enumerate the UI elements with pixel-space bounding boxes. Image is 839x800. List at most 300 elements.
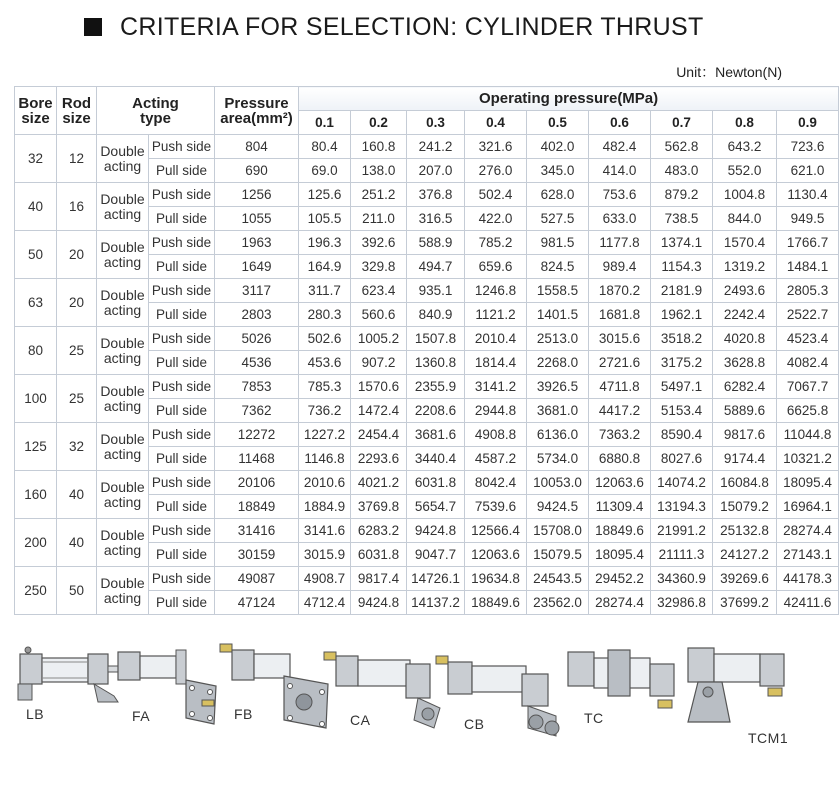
push-area-cell: 7853 (215, 375, 299, 399)
push-thrust-cell: 2513.0 (527, 327, 589, 351)
push-area-cell: 3117 (215, 279, 299, 303)
push-thrust-cell: 785.2 (465, 231, 527, 255)
push-side-label: Push side (149, 471, 215, 495)
push-thrust-cell: 1570.4 (713, 231, 777, 255)
pressure-header-0.5: 0.5 (527, 111, 589, 135)
pull-thrust-cell: 4417.2 (589, 399, 651, 423)
acting-type-cell (97, 327, 149, 375)
acting-type-header (97, 87, 215, 135)
pull-thrust-cell: 4712.4 (299, 591, 351, 615)
bore-size-cell: 125 (15, 423, 57, 471)
push-thrust-cell: 4908.7 (299, 567, 351, 591)
operating-pressure-header: Operating pressure(MPa) (299, 87, 839, 111)
pull-thrust-cell: 1146.8 (299, 447, 351, 471)
push-thrust-cell: 935.1 (407, 279, 465, 303)
pull-thrust-cell: 3628.8 (713, 351, 777, 375)
acting-word-2: acting (103, 205, 142, 222)
pull-side-label: Pull side (149, 591, 215, 615)
push-thrust-cell: 1005.2 (351, 327, 407, 351)
push-thrust-cell: 18849.6 (589, 519, 651, 543)
header-row-1 (15, 87, 839, 111)
pull-thrust-cell: 2721.6 (589, 351, 651, 375)
push-thrust-cell: 392.6 (351, 231, 407, 255)
push-thrust-cell: 12566.4 (465, 519, 527, 543)
pull-thrust-cell: 453.6 (299, 351, 351, 375)
pull-thrust-cell: 2293.6 (351, 447, 407, 471)
rod-size-cell: 20 (57, 279, 97, 327)
pull-thrust-cell: 2268.0 (527, 351, 589, 375)
pull-thrust-cell: 9424.5 (527, 495, 589, 519)
acting-word-2: acting (103, 349, 142, 366)
pull-thrust-cell: 1962.1 (651, 303, 713, 327)
page-title: CRITERIA FOR SELECTION: CYLINDER THRUST (120, 12, 704, 41)
bore-size-cell: 100 (15, 375, 57, 423)
pull-thrust-cell: 6031.8 (351, 543, 407, 567)
model-label-cb: CB (464, 716, 485, 732)
rod-header-line2: size (62, 109, 91, 127)
push-thrust-cell: 5497.1 (651, 375, 713, 399)
rod-size-cell: 40 (57, 471, 97, 519)
push-area-cell: 49087 (215, 567, 299, 591)
acting-type-cell (97, 279, 149, 327)
acting-word-1: Double (100, 238, 145, 255)
push-thrust-cell: 2454.4 (351, 423, 407, 447)
push-thrust-cell: 4020.8 (713, 327, 777, 351)
push-thrust-cell: 3141.2 (465, 375, 527, 399)
pull-thrust-cell: 5153.4 (651, 399, 713, 423)
pull-thrust-cell: 207.0 (407, 159, 465, 183)
bore-size-cell: 80 (15, 327, 57, 375)
acting-header-line1: Acting (132, 94, 179, 112)
push-area-cell: 5026 (215, 327, 299, 351)
push-thrust-cell: 4523.4 (777, 327, 839, 351)
pull-thrust-cell: 9424.8 (351, 591, 407, 615)
push-side-label: Push side (149, 279, 215, 303)
pull-thrust-cell: 37699.2 (713, 591, 777, 615)
acting-type-cell (97, 423, 149, 471)
pull-thrust-cell: 14137.2 (407, 591, 465, 615)
model-label-fa: FA (132, 708, 151, 724)
push-thrust-cell: 311.7 (299, 279, 351, 303)
model-label-ca: CA (350, 712, 371, 728)
push-thrust-cell: 1177.8 (589, 231, 651, 255)
pull-thrust-cell: 8027.6 (651, 447, 713, 471)
bore-size-cell: 250 (15, 567, 57, 615)
bore-header-line2: size (21, 109, 50, 127)
pull-side-label: Pull side (149, 351, 215, 375)
pull-thrust-cell: 907.2 (351, 351, 407, 375)
pull-thrust-cell: 1121.2 (465, 303, 527, 327)
push-thrust-cell: 588.9 (407, 231, 465, 255)
pull-thrust-cell: 1814.4 (465, 351, 527, 375)
pull-thrust-cell: 422.0 (465, 207, 527, 231)
table-row-push (15, 471, 839, 495)
pull-thrust-cell: 345.0 (527, 159, 589, 183)
pull-thrust-cell: 3175.2 (651, 351, 713, 375)
pull-thrust-cell: 211.0 (351, 207, 407, 231)
pull-thrust-cell: 28274.4 (589, 591, 651, 615)
pull-side-label: Pull side (149, 255, 215, 279)
table-row-push (15, 423, 839, 447)
rod-size-cell: 25 (57, 327, 97, 375)
pull-area-cell: 1055 (215, 207, 299, 231)
pull-thrust-cell: 1154.3 (651, 255, 713, 279)
area-header-line1: Pressure (224, 94, 289, 112)
pull-thrust-cell: 738.5 (651, 207, 713, 231)
area-header-line2: area(mm²) (220, 109, 293, 127)
push-thrust-cell: 502.6 (299, 327, 351, 351)
push-thrust-cell: 4021.2 (351, 471, 407, 495)
bore-header-line1: Bore (18, 94, 53, 112)
model-ca (322, 642, 446, 734)
pull-thrust-cell: 24127.2 (713, 543, 777, 567)
pull-side-label: Pull side (149, 303, 215, 327)
push-thrust-cell: 251.2 (351, 183, 407, 207)
table-row-push (15, 279, 839, 303)
push-thrust-cell: 11044.8 (777, 423, 839, 447)
acting-type-cell (97, 231, 149, 279)
push-thrust-cell: 2493.6 (713, 279, 777, 303)
push-thrust-cell: 10053.0 (527, 471, 589, 495)
pull-thrust-cell: 1360.8 (407, 351, 465, 375)
model-label-fb: FB (234, 706, 253, 722)
acting-word-2: acting (103, 445, 142, 462)
push-thrust-cell: 1507.8 (407, 327, 465, 351)
pull-thrust-cell: 633.0 (589, 207, 651, 231)
push-thrust-cell: 15708.0 (527, 519, 589, 543)
table-row-push (15, 327, 839, 351)
pressure-header-0.8: 0.8 (713, 111, 777, 135)
model-ca-icon (322, 642, 446, 734)
push-side-label: Push side (149, 183, 215, 207)
pull-thrust-cell: 329.8 (351, 255, 407, 279)
push-thrust-cell: 1246.8 (465, 279, 527, 303)
push-thrust-cell: 1558.5 (527, 279, 589, 303)
push-thrust-cell: 9424.8 (407, 519, 465, 543)
pull-area-cell: 2803 (215, 303, 299, 327)
push-thrust-cell: 25132.8 (713, 519, 777, 543)
pull-thrust-cell: 10321.2 (777, 447, 839, 471)
acting-word-1: Double (100, 190, 145, 207)
push-thrust-cell: 21991.2 (651, 519, 713, 543)
push-thrust-cell: 6136.0 (527, 423, 589, 447)
pull-thrust-cell: 42411.6 (777, 591, 839, 615)
push-thrust-cell: 14074.2 (651, 471, 713, 495)
push-thrust-cell: 2181.9 (651, 279, 713, 303)
rod-size-header (57, 87, 97, 135)
push-thrust-cell: 24543.5 (527, 567, 589, 591)
model-lb (14, 640, 126, 720)
pull-thrust-cell: 164.9 (299, 255, 351, 279)
acting-header-line2: type (140, 109, 171, 127)
push-thrust-cell: 562.8 (651, 135, 713, 159)
pull-thrust-cell: 2208.6 (407, 399, 465, 423)
pull-area-cell: 1649 (215, 255, 299, 279)
pull-area-cell: 18849 (215, 495, 299, 519)
table-row-push (15, 375, 839, 399)
pull-side-label: Pull side (149, 495, 215, 519)
pull-thrust-cell: 276.0 (465, 159, 527, 183)
push-thrust-cell: 34360.9 (651, 567, 713, 591)
model-fb (218, 636, 334, 732)
pull-area-cell: 7362 (215, 399, 299, 423)
model-label-tcm1: TCM1 (748, 730, 789, 746)
push-thrust-cell: 402.0 (527, 135, 589, 159)
push-thrust-cell: 44178.3 (777, 567, 839, 591)
push-thrust-cell: 2355.9 (407, 375, 465, 399)
pull-thrust-cell: 3681.0 (527, 399, 589, 423)
pull-thrust-cell: 3015.9 (299, 543, 351, 567)
pull-side-label: Pull side (149, 447, 215, 471)
push-thrust-cell: 16084.8 (713, 471, 777, 495)
model-fa (114, 642, 222, 730)
rod-size-cell: 20 (57, 231, 97, 279)
push-area-cell: 804 (215, 135, 299, 159)
model-label-tc: TC (584, 710, 604, 726)
push-thrust-cell: 9817.6 (713, 423, 777, 447)
push-thrust-cell: 628.0 (527, 183, 589, 207)
push-thrust-cell: 196.3 (299, 231, 351, 255)
pull-area-cell: 30159 (215, 543, 299, 567)
pull-side-label: Pull side (149, 399, 215, 423)
pressure-header-0.9: 0.9 (777, 111, 839, 135)
pull-thrust-cell: 844.0 (713, 207, 777, 231)
acting-word-1: Double (100, 286, 145, 303)
push-thrust-cell: 14726.1 (407, 567, 465, 591)
pull-thrust-cell: 840.9 (407, 303, 465, 327)
pressure-header-0.2: 0.2 (351, 111, 407, 135)
push-area-cell: 1963 (215, 231, 299, 255)
push-thrust-cell: 3681.6 (407, 423, 465, 447)
acting-word-1: Double (100, 334, 145, 351)
rod-size-cell: 16 (57, 183, 97, 231)
pull-thrust-cell: 11309.4 (589, 495, 651, 519)
acting-word-2: acting (103, 397, 142, 414)
pull-thrust-cell: 483.0 (651, 159, 713, 183)
pull-thrust-cell: 659.6 (465, 255, 527, 279)
push-side-label: Push side (149, 375, 215, 399)
rod-header-line1: Rod (61, 94, 92, 112)
push-thrust-cell: 502.4 (465, 183, 527, 207)
pull-thrust-cell: 69.0 (299, 159, 351, 183)
push-thrust-cell: 6283.2 (351, 519, 407, 543)
pull-thrust-cell: 949.5 (777, 207, 839, 231)
pressure-header-0.1: 0.1 (299, 111, 351, 135)
push-thrust-cell: 9817.4 (351, 567, 407, 591)
pull-thrust-cell: 15079.5 (527, 543, 589, 567)
push-thrust-cell: 623.4 (351, 279, 407, 303)
bore-size-cell: 160 (15, 471, 57, 519)
push-thrust-cell: 8590.4 (651, 423, 713, 447)
pull-thrust-cell: 1484.1 (777, 255, 839, 279)
pull-thrust-cell: 21111.3 (651, 543, 713, 567)
push-thrust-cell: 6031.8 (407, 471, 465, 495)
model-gallery (0, 628, 800, 800)
push-thrust-cell: 753.6 (589, 183, 651, 207)
push-thrust-cell: 4908.8 (465, 423, 527, 447)
push-thrust-cell: 1130.4 (777, 183, 839, 207)
pull-thrust-cell: 3769.8 (351, 495, 407, 519)
pull-thrust-cell: 27143.1 (777, 543, 839, 567)
push-thrust-cell: 2010.6 (299, 471, 351, 495)
push-thrust-cell: 241.2 (407, 135, 465, 159)
pull-thrust-cell: 414.0 (589, 159, 651, 183)
push-thrust-cell: 723.6 (777, 135, 839, 159)
acting-word-1: Double (100, 430, 145, 447)
push-thrust-cell: 160.8 (351, 135, 407, 159)
model-tc-icon (562, 642, 682, 738)
pull-thrust-cell: 1401.5 (527, 303, 589, 327)
table-body (15, 135, 839, 615)
push-area-cell: 20106 (215, 471, 299, 495)
bore-size-cell: 50 (15, 231, 57, 279)
push-side-label: Push side (149, 423, 215, 447)
push-thrust-cell: 6282.4 (713, 375, 777, 399)
push-thrust-cell: 3518.2 (651, 327, 713, 351)
acting-type-cell (97, 375, 149, 423)
push-thrust-cell: 1227.2 (299, 423, 351, 447)
push-thrust-cell: 879.2 (651, 183, 713, 207)
pull-thrust-cell: 18849.6 (465, 591, 527, 615)
bore-size-cell: 200 (15, 519, 57, 567)
pull-thrust-cell: 316.5 (407, 207, 465, 231)
pull-thrust-cell: 7539.6 (465, 495, 527, 519)
pull-thrust-cell: 2944.8 (465, 399, 527, 423)
rod-size-cell: 50 (57, 567, 97, 615)
push-thrust-cell: 981.5 (527, 231, 589, 255)
push-thrust-cell: 1766.7 (777, 231, 839, 255)
push-side-label: Push side (149, 519, 215, 543)
bore-size-cell: 63 (15, 279, 57, 327)
pull-side-label: Pull side (149, 159, 215, 183)
push-thrust-cell: 1004.8 (713, 183, 777, 207)
pull-thrust-cell: 560.6 (351, 303, 407, 327)
push-thrust-cell: 12063.6 (589, 471, 651, 495)
pull-thrust-cell: 1319.2 (713, 255, 777, 279)
pressure-header-0.7: 0.7 (651, 111, 713, 135)
table-row-push (15, 135, 839, 159)
table-row-push (15, 183, 839, 207)
pull-thrust-cell: 280.3 (299, 303, 351, 327)
bore-size-cell: 40 (15, 183, 57, 231)
push-thrust-cell: 1374.1 (651, 231, 713, 255)
pull-thrust-cell: 1472.4 (351, 399, 407, 423)
table-row-push (15, 567, 839, 591)
acting-word-1: Double (100, 574, 145, 591)
push-thrust-cell: 29452.2 (589, 567, 651, 591)
pull-area-cell: 11468 (215, 447, 299, 471)
push-area-cell: 12272 (215, 423, 299, 447)
push-thrust-cell: 643.2 (713, 135, 777, 159)
pull-thrust-cell: 824.5 (527, 255, 589, 279)
table-row-push (15, 519, 839, 543)
pressure-area-header (215, 87, 299, 135)
pull-thrust-cell: 494.7 (407, 255, 465, 279)
pull-thrust-cell: 5889.6 (713, 399, 777, 423)
push-side-label: Push side (149, 567, 215, 591)
acting-type-cell (97, 135, 149, 183)
acting-type-cell (97, 567, 149, 615)
pull-thrust-cell: 989.4 (589, 255, 651, 279)
pressure-header-0.3: 0.3 (407, 111, 465, 135)
push-thrust-cell: 19634.8 (465, 567, 527, 591)
push-thrust-cell: 785.3 (299, 375, 351, 399)
acting-word-1: Double (100, 478, 145, 495)
rod-size-cell: 25 (57, 375, 97, 423)
push-thrust-cell: 7067.7 (777, 375, 839, 399)
push-thrust-cell: 7363.2 (589, 423, 651, 447)
acting-word-2: acting (103, 589, 142, 606)
pull-thrust-cell: 16964.1 (777, 495, 839, 519)
pull-thrust-cell: 736.2 (299, 399, 351, 423)
rod-size-cell: 12 (57, 135, 97, 183)
pull-thrust-cell: 15079.2 (713, 495, 777, 519)
push-thrust-cell: 80.4 (299, 135, 351, 159)
acting-type-cell (97, 183, 149, 231)
thrust-table (14, 86, 839, 615)
pull-thrust-cell: 32986.8 (651, 591, 713, 615)
push-side-label: Push side (149, 231, 215, 255)
push-thrust-cell: 2805.3 (777, 279, 839, 303)
push-thrust-cell: 3926.5 (527, 375, 589, 399)
acting-type-cell (97, 471, 149, 519)
push-thrust-cell: 18095.4 (777, 471, 839, 495)
pull-thrust-cell: 4082.4 (777, 351, 839, 375)
pull-thrust-cell: 3440.4 (407, 447, 465, 471)
push-thrust-cell: 321.6 (465, 135, 527, 159)
push-thrust-cell: 125.6 (299, 183, 351, 207)
push-thrust-cell: 482.4 (589, 135, 651, 159)
pull-thrust-cell: 23562.0 (527, 591, 589, 615)
pull-thrust-cell: 621.0 (777, 159, 839, 183)
acting-word-2: acting (103, 301, 142, 318)
acting-word-1: Double (100, 382, 145, 399)
push-thrust-cell: 1870.2 (589, 279, 651, 303)
push-thrust-cell: 2010.4 (465, 327, 527, 351)
acting-word-1: Double (100, 526, 145, 543)
pull-thrust-cell: 1884.9 (299, 495, 351, 519)
pull-thrust-cell: 6880.8 (589, 447, 651, 471)
acting-word-2: acting (103, 157, 142, 174)
pull-thrust-cell: 12063.6 (465, 543, 527, 567)
pull-area-cell: 690 (215, 159, 299, 183)
pull-side-label: Pull side (149, 543, 215, 567)
pull-thrust-cell: 105.5 (299, 207, 351, 231)
push-side-label: Push side (149, 327, 215, 351)
pull-side-label: Pull side (149, 207, 215, 231)
table-row-push (15, 231, 839, 255)
push-thrust-cell: 3141.6 (299, 519, 351, 543)
pull-thrust-cell: 2242.4 (713, 303, 777, 327)
pull-thrust-cell: 9174.4 (713, 447, 777, 471)
push-thrust-cell: 376.8 (407, 183, 465, 207)
push-thrust-cell: 4711.8 (589, 375, 651, 399)
acting-word-2: acting (103, 493, 142, 510)
acting-word-1: Double (100, 142, 145, 159)
pull-thrust-cell: 527.5 (527, 207, 589, 231)
acting-word-2: acting (103, 541, 142, 558)
pull-area-cell: 47124 (215, 591, 299, 615)
push-thrust-cell: 39269.6 (713, 567, 777, 591)
title-square-icon (84, 18, 102, 36)
push-thrust-cell: 28274.4 (777, 519, 839, 543)
pull-area-cell: 4536 (215, 351, 299, 375)
pull-thrust-cell: 2522.7 (777, 303, 839, 327)
pull-thrust-cell: 1681.8 (589, 303, 651, 327)
unit-label: Unit：Newton(N) (676, 64, 782, 80)
model-fa-icon (114, 642, 222, 730)
model-cb (432, 646, 562, 742)
